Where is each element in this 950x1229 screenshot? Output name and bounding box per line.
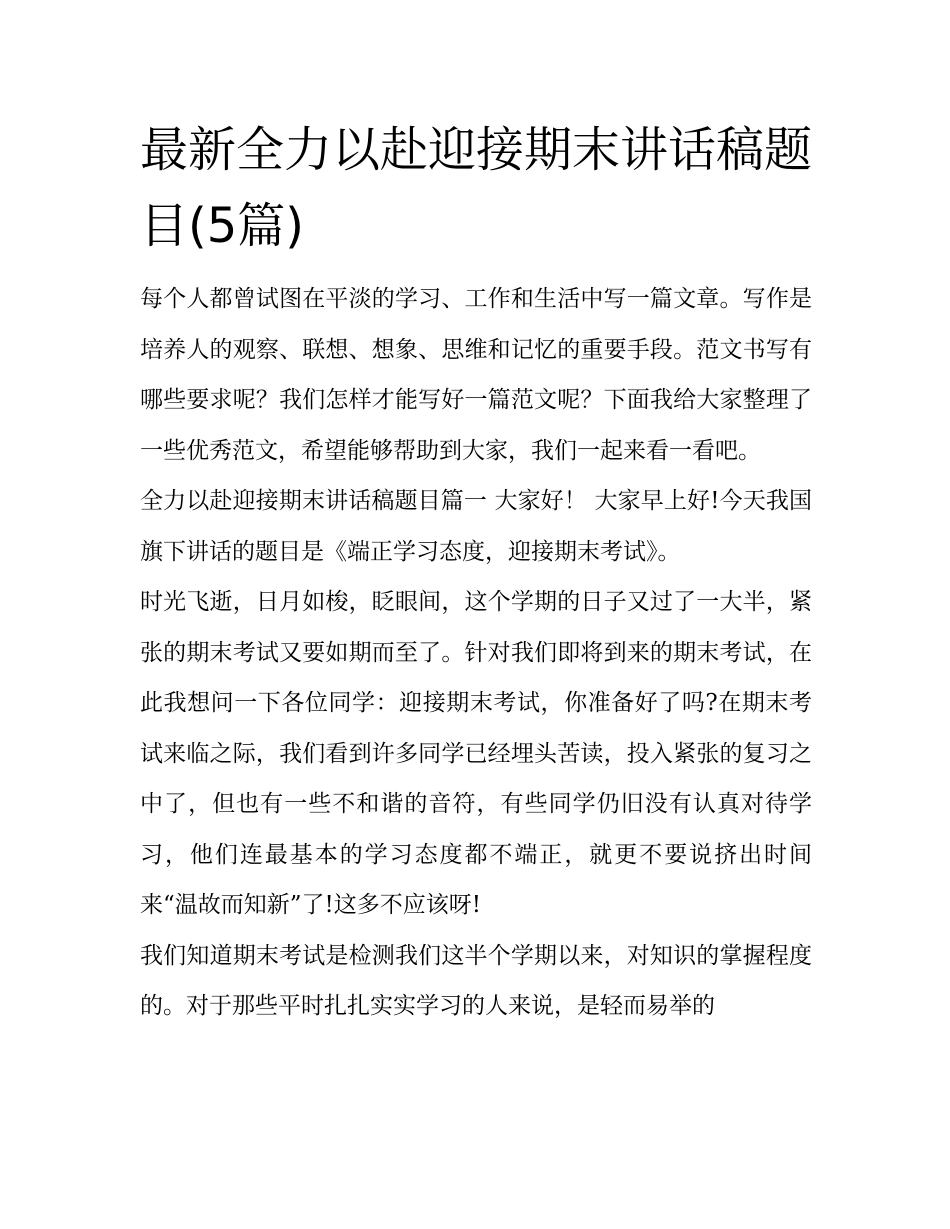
document-body — [140, 112, 812, 1032]
body-paragraph: 时光飞逝，日月如梭，眨眼间，这个学期的日子又过了一大半，紧张的期末考试又要如期而至了。针对我们即将到来的期末考试，在此我想问一下各位同学：迎接期末考试，你准备好了吗?在期末考试来临之际，我们看到许多同学已经埋头苦读，投入紧张的复习之中了，但也有一些不和谐的音符，有些同学仍旧没有认真对待学习，他们连最基本的学习态度都不端正，就更不要说挤出时间来“温故而知新”了!这多不应该呀! — [140, 589, 812, 918]
document-title: 最新全力以赴迎接期末讲话稿题目(5篇) — [140, 122, 813, 254]
intro-paragraph: 每个人都曾试图在平淡的学习、工作和生活中写一篇文章。写作是培养人的观察、联想、想象、思维和记忆的重要手段。范文书写有哪些要求呢？我们怎样才能写好一篇范文呢？下面我给大家整理了一些优秀范文，希望能够帮助到大家，我们一起来看一看吧。 — [140, 286, 812, 464]
body-paragraph: 我们知道期末考试是检测我们这半个学期以来，对知识的掌握程度的。对于那些平时扎扎实实学习的人来说，是轻而易举的 — [140, 942, 812, 1019]
section-one-opening-paragraph: 全力以赴迎接期末讲话稿题目篇一 大家好！ 大家早上好!今天我国旗下讲话的题目是《端正学习态度，迎接期末考试》。 — [140, 488, 812, 565]
